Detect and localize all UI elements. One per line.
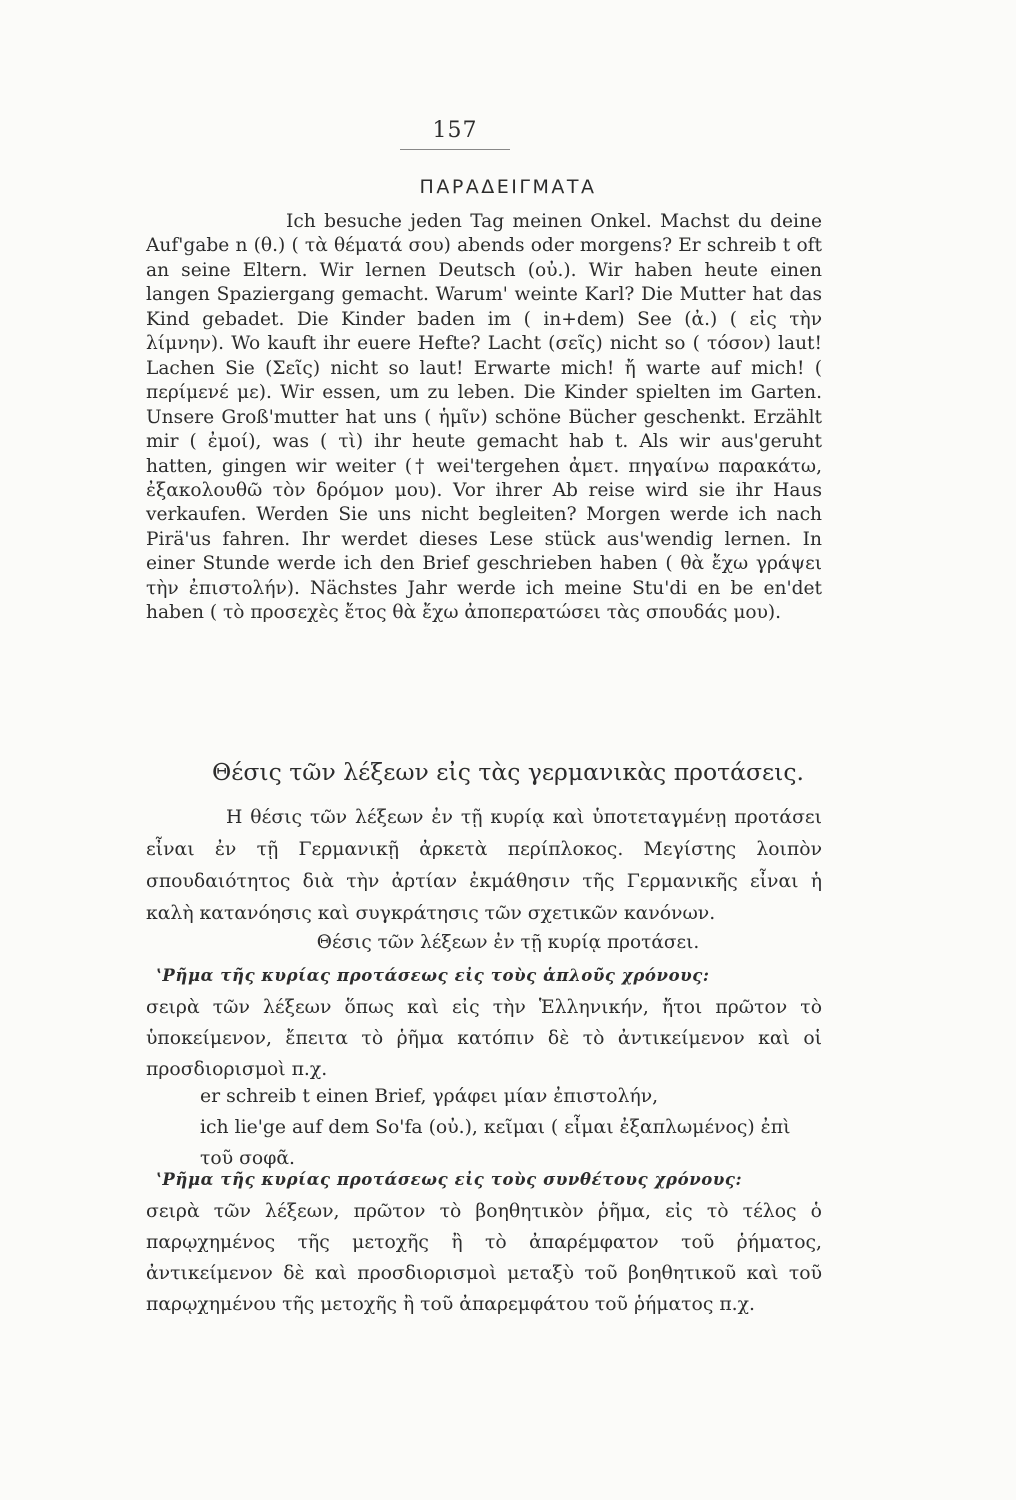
examples-heading: ΠΑΡΑΔΕΙΓΜΑΤΑ — [419, 176, 597, 198]
rule2-body: σειρὰ τῶν λέξεων, πρῶτον τὸ βοηθητικὸν ῥῆμα, εἰς τὸ τέλος ὁ παρῳχημένος τῆς μετοχῆς ἢ τὸ ἀπαρέμφατον τοῦ ῥήματος, ἀντικείμενον δὲ καὶ προσδιορισμοὶ μεταξὺ τοῦ βοηθητικοῦ καὶ τοῦ παρῳχημένου τῆς μετοχῆς ἢ τοῦ ἀπαρεμφάτου τοῦ ῥήματος π.χ. — [146, 1201, 822, 1315]
subsection-title: Θέσις τῶν λέξεων ἐν τῇ κυρίᾳ προτάσει. — [316, 932, 700, 953]
german-examples-paragraph — [146, 210, 822, 626]
rule1-heading: ʽΡῆμα τῆς κυρίας προτάσεως εἰς τοὺς ἁπλοῦς χρόνους: — [156, 966, 710, 985]
section-intro-paragraph: Η θέσις τῶν λέξεων ἐν τῇ κυρίᾳ καὶ ὑποτεταγμένῃ προτάσει εἶναι ἐν τῇ Γερμανικῇ ἀρκετὰ περίπλοκος. Μεγίστης λοιπὸν σπουδαιότητος διὰ τὴν ἀρτίαν ἐκμάθησιν τῆς Γερμανικῆς εἶναι ἡ καλὴ κατανόησις καὶ συγκράτησις τῶν σχετικῶν κανόνων. — [146, 807, 822, 924]
rule1-body: σειρὰ τῶν λέξεων ὅπως καὶ εἰς τὴν Ἑλληνικήν, ἤτοι πρῶτον τὸ ὑποκείμενον, ἔπειτα τὸ ῥῆμα κατόπιν δὲ τὸ ἀντικείμενον καὶ οἱ προσδιορισμοὶ π.χ. — [146, 997, 822, 1080]
example-line: ich lie'ge auf dem So'fa (οὐ.), κεῖμαι ( εἶμαι ἐξαπλωμένος) ἐπὶ τοῦ σοφᾶ. — [200, 1117, 791, 1169]
page-number: 157 — [400, 118, 510, 150]
german-examples-text: Ich besuche jeden Tag meinen Onkel. Machst du deine Auf'gabe n (θ.) ( τὰ θέματά σου) abends oder morgens? Er schreib t oft an seine Eltern. Wir lernen Deutsch (οὐ.). Wir haben heute einen langen Spaziergang gemacht. Warum' weinte Karl? Die Mutter hat das Kind gebadet. Die Kinder baden im ( in+dem) See (ἀ.) ( εἰς τὴν λίμνην). Wo kauft ihr euere Hefte? Lacht (σεῖς) nicht so ( τόσον) laut! Lachen Sie (Σεῖς) nicht so laut! Erwarte mich! ἤ warte auf mich! ( περίμενέ με). Wir essen, um zu leben. Die Kinder spielten im Garten. Unsere Groß'mutter hat uns ( ἡμῖν) schöne Bücher geschenkt. Erzählt mir ( ἐμοί), was ( τὶ) ihr heute gemacht hab t. Als wir aus'geruht hatten, gingen wir weiter († wei'tergehen ἀμετ. πηγαίνω παρακάτω, ἐξακολουθῶ τὸν δρόμον μου). Vor ihrer Ab reise wird sie ihr Haus verkaufen. Werden Sie uns nicht begleiten? Morgen werde ich nach Pirä'us fahren. Ihr werdet dieses Lese stück aus'wendig lernen. In einer Stunde werde ich den Brief geschrieben haben ( θὰ ἔχω γράψει τὴν ἐπιστολήν). Nächstes Jahr werde ich meine Stu'di en be en'det haben ( τὸ προσεχὲς ἔτος θὰ ἔχω ἀποπερατώσει τὰς σπουδάς μου). — [146, 211, 822, 624]
section-title: Θέσις τῶν λέξεων εἰς τὰς γερμανικὰς προτάσεις. — [211, 758, 805, 786]
rule2-heading: ʽΡῆμα τῆς κυρίας προτάσεως εἰς τοὺς συνθέτους χρόνους: — [156, 1170, 743, 1189]
example-line: er schreib t einen Brief, γράφει μίαν ἐπιστολήν, — [200, 1086, 659, 1107]
